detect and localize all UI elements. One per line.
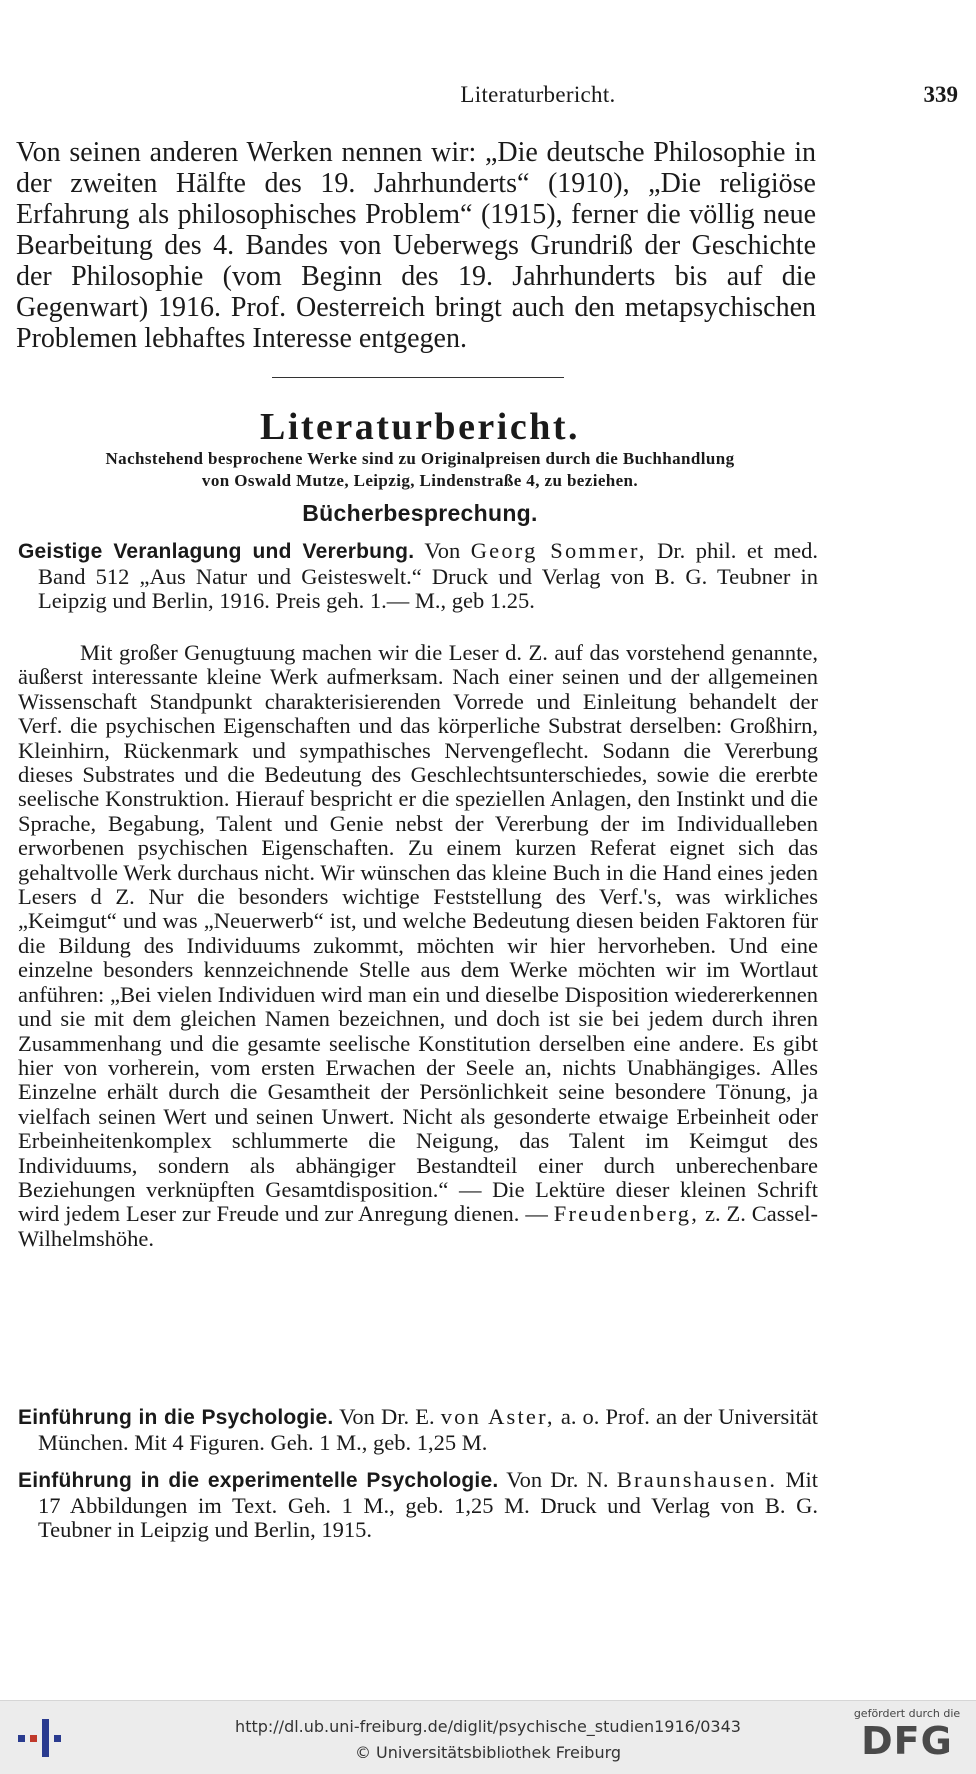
book-by: Von xyxy=(424,538,461,563)
book-title: Einführung in die Psychologie. xyxy=(18,1406,334,1429)
book-author: Georg Sommer, xyxy=(470,538,647,563)
section-subtitle xyxy=(30,448,810,492)
book-entry-1 xyxy=(18,539,818,614)
intro-paragraph-block xyxy=(16,137,816,354)
book-entry-heading xyxy=(18,1405,818,1455)
dfg-logo[interactable] xyxy=(852,1707,962,1769)
review-text xyxy=(18,641,818,1251)
book-title: Einführung in die experimentelle Psychologie. xyxy=(18,1469,499,1492)
book-entry-heading xyxy=(18,539,818,614)
book-by: Von Dr. N. xyxy=(506,1467,609,1492)
page-number: 339 xyxy=(923,82,958,107)
running-head-title: Literaturbericht. xyxy=(460,82,616,107)
book-by: Von Dr. E. xyxy=(339,1404,435,1429)
book-title: Geistige Veranlagung und Vererbung. xyxy=(18,540,415,563)
subsection-heading: Bücherbesprechung. xyxy=(302,500,538,526)
book-author: von Aster, xyxy=(440,1404,555,1429)
dfg-caption: gefördert durch die xyxy=(853,1707,961,1720)
running-head xyxy=(18,82,958,112)
reviewer-location: z. Z. Cassel-Wilhelmshöhe. xyxy=(18,1201,819,1251)
book-author: Braunshausen. xyxy=(616,1467,778,1492)
viewer-footer xyxy=(0,1700,976,1774)
book-details: a. o. Prof. an der Universität München. Mit 4 Figuren. Geh. 1 M., geb. 1,25 M. xyxy=(38,1404,819,1455)
book-details: Mit 17 Abbildungen im Text. Geh. 1 M., geb. 1,25 M. Druck und Verlag von B. G. Teubner in Leipzig und Berlin, 1915. xyxy=(38,1467,819,1542)
section-title: Literaturbericht. xyxy=(259,406,581,448)
permalink-url[interactable]: http://dl.ub.uni-freiburg.de/diglit/psychische_studien1916/0343 xyxy=(235,1717,741,1736)
reviewer-name: Freudenberg, xyxy=(553,1201,700,1227)
intro-paragraph: Von seinen anderen Werken nennen wir: „Die deutsche Philosophie in der zweiten Hälfte des 19. Jahrhunderts“ (1910), „Die religiöse Erfahrung als philosophisches Problem“ (1915), ferner die völlig neue Bearbeitung des 4. Bandes von Ueberwegs Grundriß der Geschichte der Philosophie (vom Beginn des 19. Jahrhunderts bis auf die Gegenwart) 1916. Prof. Oesterreich bringt auch den metapsychischen Problemen lebhaftes Interesse entgegen. xyxy=(16,137,816,354)
book-details: Dr. phil. et med. Band 512 „Aus Natur und Geisteswelt.“ Druck und Verlag von B. G. Teubner in Leipzig und Berlin, 1916. Preis geh. 1.— M., geb 1.25. xyxy=(38,538,819,613)
section-divider xyxy=(272,377,564,378)
dfg-logo-text: DFG xyxy=(861,1719,953,1763)
review-body: Mit großer Genugtuung machen wir die Leser d. Z. auf das vorstehend genannte, äußerst interessante kleine Werk aufmerksam. Nach einer seinen und der allgemeinen Wissenschaft Standpunkt charakterisierenden Vorrede und Einleitung behandelt der Verf. die psychischen Eigenschaften und das körperliche Substrat derselben: Großhirn, Kleinhirn, Rückenmark und sympathisches Nervengeflecht. Sodann die Vererbung dieses Substrates und die Bedeutung des Geschlechtsunterschiedes, sowie die ererbte seelische Konstruktion. Hierauf bespricht er die speziellen Anlagen, den Instinkt und die Sprache, Begabung, Talent und Genie nebst der Vererbung der im Individualleben erworbenen psychischen Eigenschaften. Zu einem kurzen Referat eignet sich das gehaltvolle Werk durchaus nicht. Wir wünschen das kleine Buch in die Hand eines jeden Lesers d Z. Nur die besonders wichtige Feststellung des Verf.'s, was wirkliches „Keimgut“ und was „Neuerwerb“ ist, und welche Bedeutung diesen beiden Faktoren für die Bildung des Individuums zukommt, möchten wir hier hervorheben. Und eine einzelne besonders kennzeichnende Stelle aus dem Werke möchten wir im Wortlaut anführen: „Bei vielen Individuen wird man ein und dieselbe Disposition wiedererkennen und sie mit dem gleichen Namen bezeichnen, und doch ist sie bei jedem durch ihren Zusammenhang und die gesamte seelische Konstitution derselben eine andere. Es gibt hier von vorherein, vom ersten Erwachen der Seele an, nichts Unabhängiges. Alles Einzelne erhält durch die Gesamtheit der Persönlichkeit seine besondere Tönung, ja vielfach seinen Wert und seinen Unwert. Nicht als gesonderte etwaige Erbeinheit oder Erbeinheitenkomplex schlummerte die Neigung, das Talent im Keimgut des Individuums, sondern als abhängiger Bestandteil einer durch unberechenbare Beziehungen verknüpften Gesamtdisposition.“ — Die Lektüre dieser kleinen Schrift wird jedem Leser zur Freude und zur Anregung dienen. — xyxy=(18,640,818,1227)
book-entry-2 xyxy=(18,1405,818,1455)
section-subtitle-line-1: Nachstehend besprochene Werke sind zu Originalpreisen durch die Buchhandlung xyxy=(105,449,735,468)
copyright-notice: © Universitätsbibliothek Freiburg xyxy=(354,1743,622,1762)
book-entry-heading xyxy=(18,1468,818,1543)
section-subtitle-line-2: von Oswald Mutze, Leipzig, Lindenstraße 4, zu beziehen. xyxy=(201,471,639,490)
book-entry-3 xyxy=(18,1468,818,1543)
